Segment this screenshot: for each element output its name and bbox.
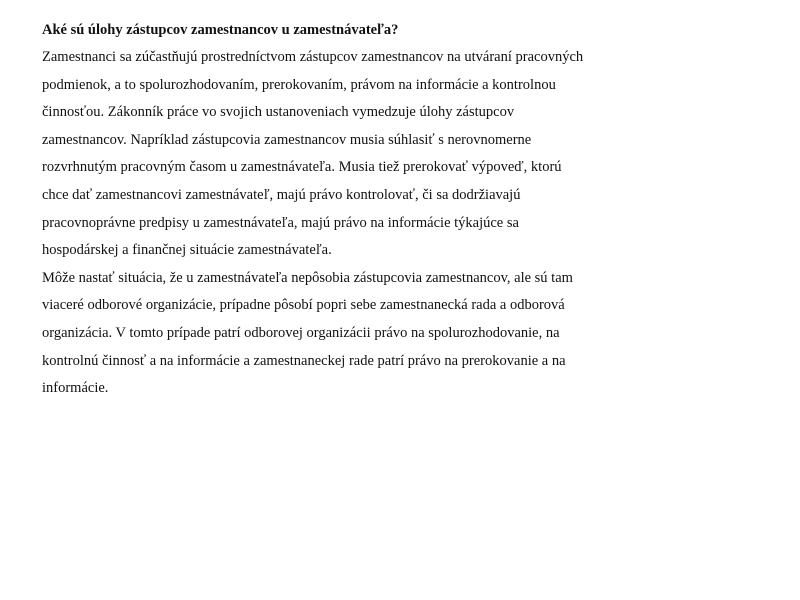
paragraph-1-line: Zamestnanci sa zúčastňujú prostredníctvom zástupcov zamestnancov na utváraní pracovných xyxy=(42,49,584,65)
paragraph-2-line: informácie. xyxy=(42,380,109,397)
document-title: Aké sú úlohy zástupcov zamestnancov u zamestnávateľa? xyxy=(42,22,399,38)
paragraph-1-line: činnosťou. Zákonník práce vo svojich ustanoveniach vymedzuje úlohy zástupcov xyxy=(42,104,515,121)
paragraph-1-line: rozvrhnutým pracovným časom u zamestnávateľa. Musia tiež prerokovať výpoveď, ktorú xyxy=(42,159,562,176)
paragraph-2 xyxy=(42,265,662,403)
paragraph-2-line: viaceré odborové organizácie, prípadne pôsobí popri sebe zamestnanecká rada a odborová xyxy=(42,297,565,314)
paragraph-1-line: chce dať zamestnancovi zamestnávateľ, majú právo kontrolovať, či sa dodržiavajú xyxy=(42,186,521,203)
paragraph-2-line: kontrolnú činnosť a na informácie a zamestnaneckej rade patrí právo na prerokovanie a na xyxy=(42,352,566,369)
paragraph-1-line: podmienok, a to spolurozhodovaním, prerokovaním, právom na informácie a kontrolnou xyxy=(42,76,556,93)
paragraph-1-line: zamestnancov. Napríklad zástupcovia zamestnancov musia súhlasiť s nerovnomerne xyxy=(42,131,532,148)
paragraph-1-line: pracovnoprávne predpisy u zamestnávateľa, majú právo na informácie týkajúce sa xyxy=(42,214,519,231)
paragraph-2-line: Môže nastať situácia, že u zamestnávateľa nepôsobia zástupcovia zamestnancov, ale sú tam xyxy=(42,269,573,286)
document-body xyxy=(42,18,662,403)
paragraph-2-line: organizácia. V tomto prípade patrí odborovej organizácii právo na spolurozhodovanie, na xyxy=(42,324,560,341)
paragraph-1-line: hospodárskej a finančnej situácie zamestnávateľa. xyxy=(42,242,332,259)
paragraph-1 xyxy=(42,44,662,265)
